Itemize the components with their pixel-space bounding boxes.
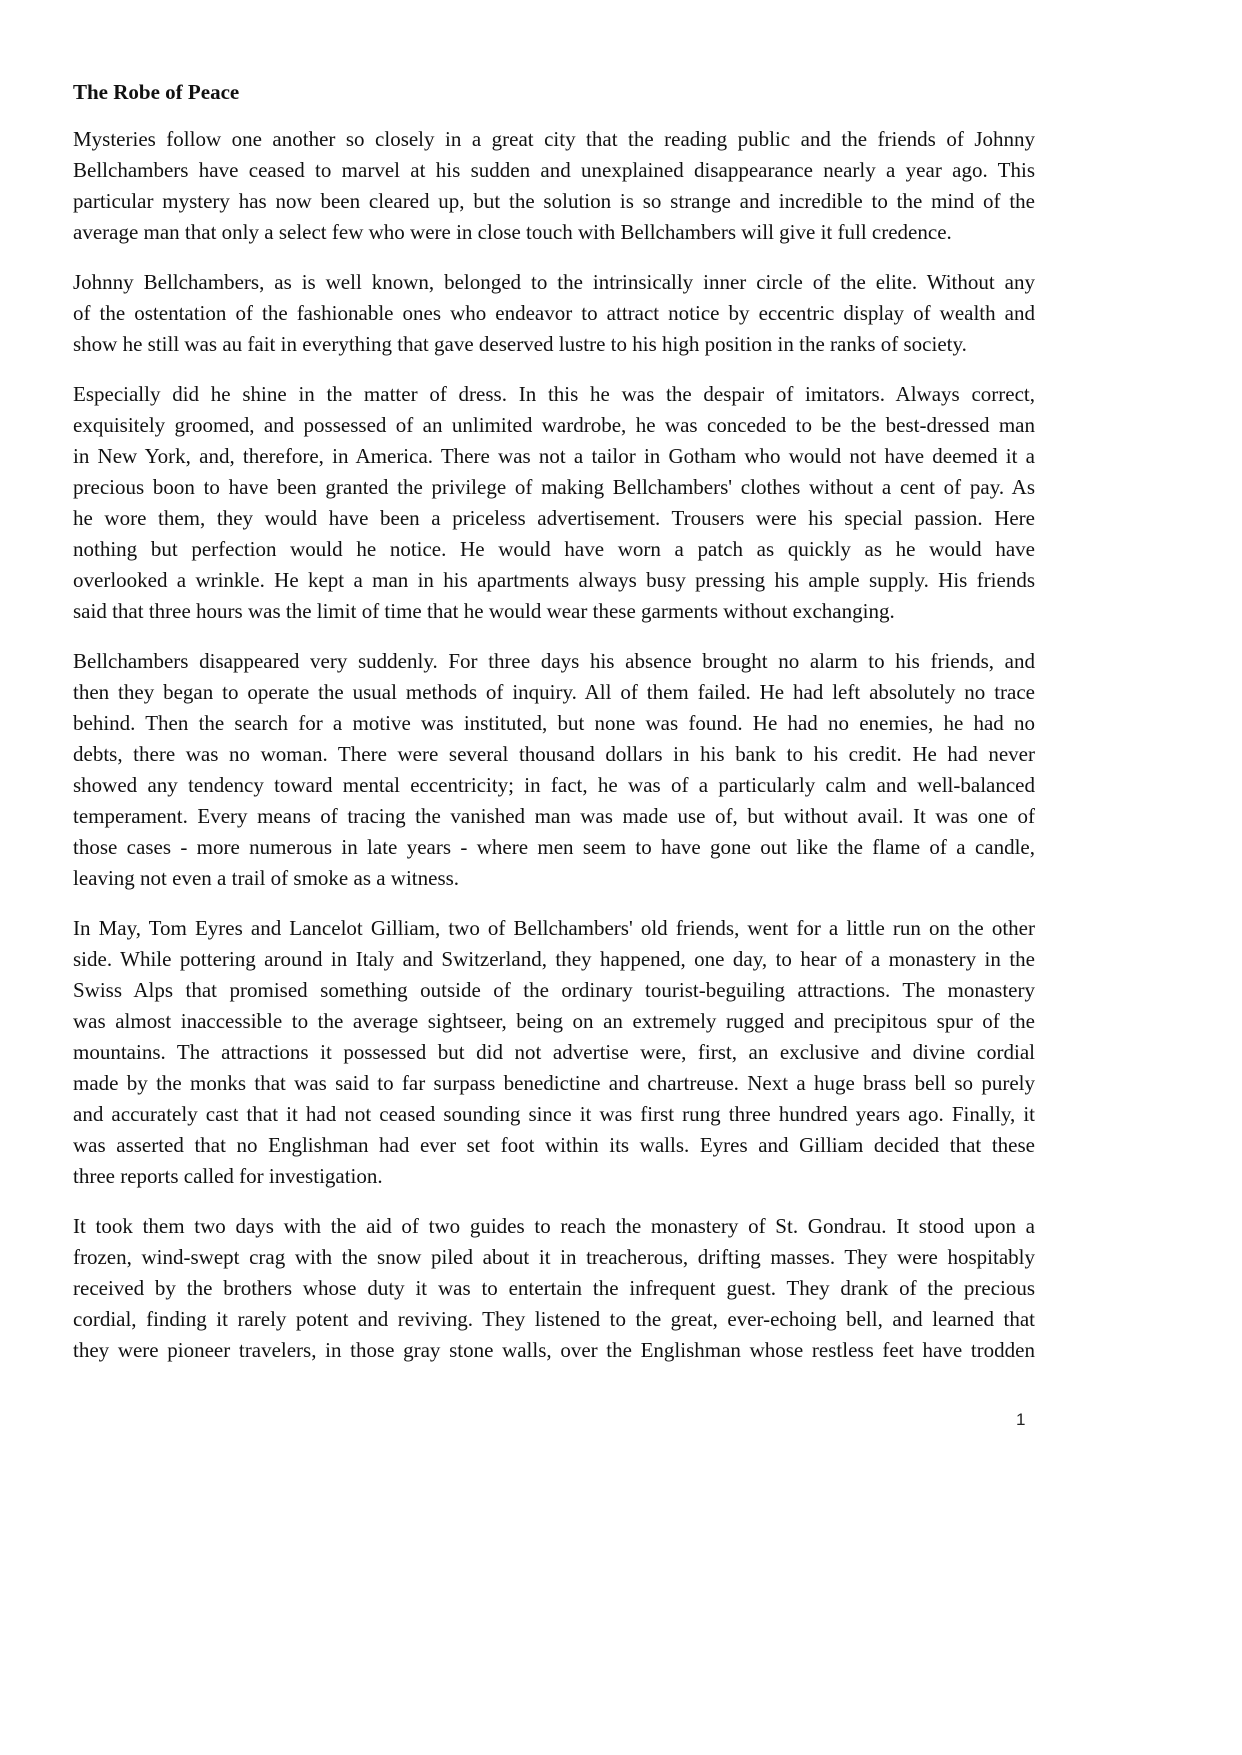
text-line: nothing but perfection would he notice. He would have worn a patch as quickly as he would have — [73, 537, 1035, 561]
text-line: was asserted that no Englishman had ever set foot within its walls. Eyres and Gilliam decided that these — [73, 1133, 1035, 1157]
text-line: show he still was au fait in everything that gave deserved lustre to his high position in the ranks of society. — [73, 332, 967, 356]
text-line: debts, there was no woman. There were several thousand dollars in his bank to his credit. He had never — [73, 742, 1035, 766]
text-line: leaving not even a trail of smoke as a witness. — [73, 866, 460, 890]
text-line: It took them two days with the aid of two guides to reach the monastery of St. Gondrau. It stood upon a — [73, 1214, 1035, 1238]
paragraph — [73, 913, 1035, 1192]
text-line: Johnny Bellchambers, as is well known, belonged to the intrinsically inner circle of the elite. Without any — [73, 270, 1035, 294]
document-body — [73, 124, 1035, 1366]
text-line: side. While pottering around in Italy and Switzerland, they happened, one day, to hear of a monastery in the — [73, 947, 1035, 971]
text-line: frozen, wind-swept crag with the snow piled about it in treacherous, drifting masses. They were hospitably — [73, 1245, 1035, 1269]
text-line: received by the brothers whose duty it was to entertain the infrequent guest. They drank of the precious — [73, 1276, 1035, 1300]
text-line: Bellchambers disappeared very suddenly. For three days his absence brought no alarm to his friends, and — [73, 649, 1035, 673]
text-line: they were pioneer travelers, in those gray stone walls, over the Englishman whose restless feet have trodden — [73, 1338, 1035, 1362]
text-line: said that three hours was the limit of time that he would wear these garments without exchanging. — [73, 599, 895, 623]
text-line: particular mystery has now been cleared up, but the solution is so strange and incredible to the mind of the — [73, 189, 1035, 213]
text-line: exquisitely groomed, and possessed of an unlimited wardrobe, he was conceded to be the best-dressed man — [73, 413, 1035, 437]
text-line: he wore them, they would have been a priceless advertisement. Trousers were his special passion. Here — [73, 506, 1035, 530]
text-line: then they began to operate the usual methods of inquiry. All of them failed. He had left absolutely no trace — [73, 680, 1035, 704]
document-title: The Robe of Peace — [73, 80, 240, 104]
document-page — [73, 78, 1035, 1385]
text-line: made by the monks that was said to far surpass benedictine and chartreuse. Next a huge brass bell so purely — [73, 1071, 1035, 1095]
text-line: temperament. Every means of tracing the vanished man was made use of, but without avail. It was one of — [73, 804, 1035, 828]
text-line: of the ostentation of the fashionable ones who endeavor to attract notice by eccentric display of wealth and — [73, 301, 1035, 325]
text-line: precious boon to have been granted the privilege of making Bellchambers' clothes without a cent of pay. As — [73, 475, 1035, 499]
text-line: Bellchambers have ceased to marvel at his sudden and unexplained disappearance nearly a year ago. This — [73, 158, 1035, 182]
paragraph — [73, 124, 1035, 248]
text-line: Especially did he shine in the matter of dress. In this he was the despair of imitators. Always correct, — [73, 382, 1035, 406]
page-number: 1 — [1016, 1410, 1026, 1429]
text-line: In May, Tom Eyres and Lancelot Gilliam, two of Bellchambers' old friends, went for a little run on the other — [73, 916, 1035, 940]
text-line: average man that only a select few who were in close touch with Bellchambers will give it full credence. — [73, 220, 952, 244]
paragraph — [73, 1211, 1035, 1366]
text-line: three reports called for investigation. — [73, 1164, 383, 1188]
text-line: cordial, finding it rarely potent and reviving. They listened to the great, ever-echoing bell, and learned that — [73, 1307, 1035, 1331]
paragraph — [73, 267, 1035, 360]
text-line: was almost inaccessible to the average sightseer, being on an extremely rugged and precipitous spur of the — [73, 1009, 1035, 1033]
text-line: overlooked a wrinkle. He kept a man in his apartments always busy pressing his ample supply. His friends — [73, 568, 1035, 592]
text-line: mountains. The attractions it possessed but did not advertise were, first, an exclusive and divine cordial — [73, 1040, 1035, 1064]
text-line: showed any tendency toward mental eccentricity; in fact, he was of a particularly calm and well-balanced — [73, 773, 1035, 797]
text-line: and accurately cast that it had not ceased sounding since it was first rung three hundred years ago. Finally, it — [73, 1102, 1035, 1126]
paragraph — [73, 379, 1035, 627]
text-line: behind. Then the search for a motive was instituted, but none was found. He had no enemies, he had no — [73, 711, 1035, 735]
text-line: Mysteries follow one another so closely in a great city that the reading public and the friends of Johnny — [73, 127, 1035, 151]
text-line: Swiss Alps that promised something outside of the ordinary tourist-beguiling attractions. The monastery — [73, 978, 1035, 1002]
text-line: those cases - more numerous in late years - where men seem to have gone out like the flame of a candle, — [73, 835, 1035, 859]
text-line: in New York, and, therefore, in America. There was not a tailor in Gotham who would not have deemed it a — [73, 444, 1035, 468]
paragraph — [73, 646, 1035, 894]
